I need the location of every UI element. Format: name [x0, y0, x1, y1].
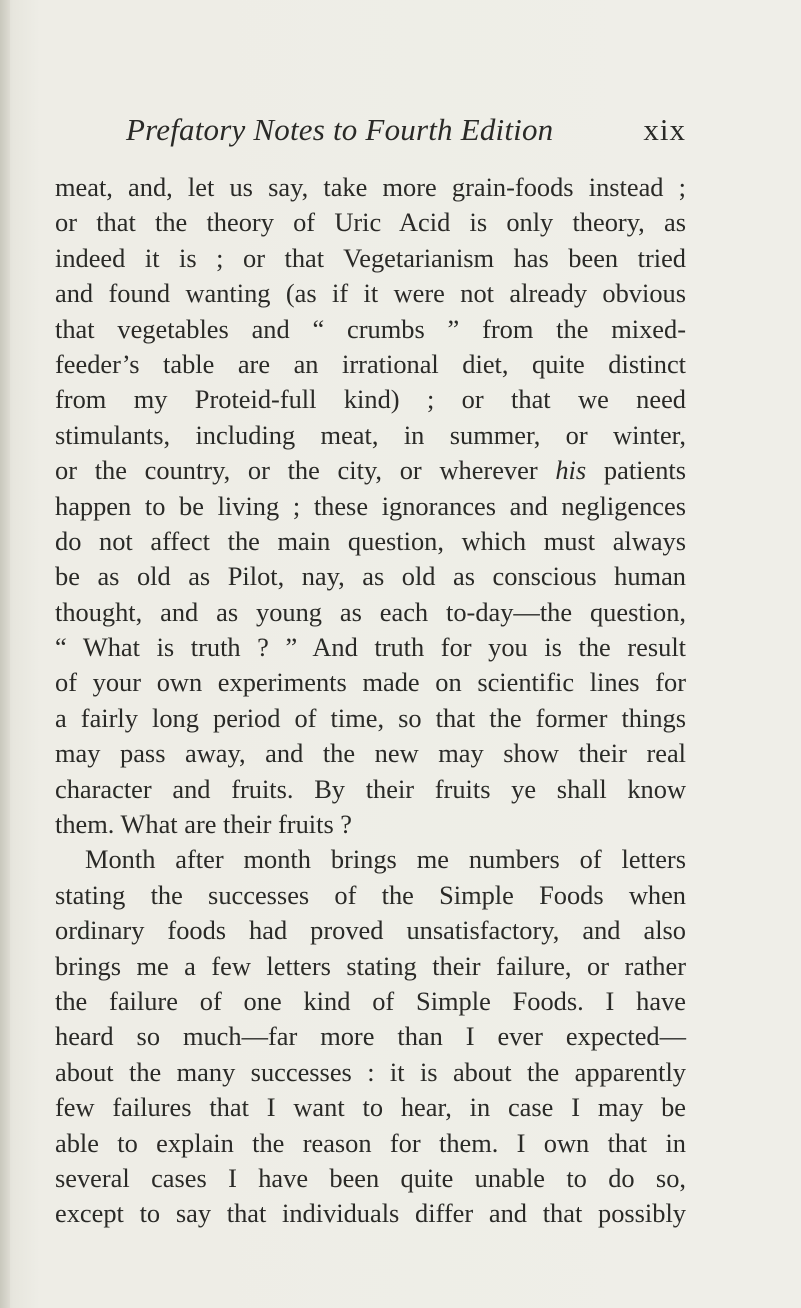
- text-line: do not affect the main question, which must always: [55, 525, 686, 556]
- text-line: about the many successes : it is about the apparently: [55, 1056, 686, 1087]
- text-line: them. What are their fruits ?: [55, 809, 353, 840]
- text-segment: or the country, or the city, or wherever: [55, 455, 538, 486]
- text-line: “ What is truth ? ” And truth for you is the result: [55, 632, 686, 663]
- text-line: heard so much—far more than I ever expected—: [55, 1021, 686, 1052]
- page-number: xix: [643, 112, 686, 147]
- text-line: or that the theory of Uric Acid is only theory, as: [55, 207, 686, 238]
- text-line: few failures that I want to hear, in case I may be: [55, 1092, 686, 1123]
- text-line: several cases I have been quite unable to do so,: [55, 1162, 686, 1193]
- text-line: except to say that individuals differ and that possibly: [55, 1198, 686, 1229]
- text-line: stating the successes of the Simple Foods when: [55, 879, 686, 910]
- text-line: able to explain the reason for them. I own that in: [55, 1127, 686, 1158]
- text-line: stimulants, including meat, in summer, or winter,: [55, 419, 686, 450]
- italic-word: his: [555, 455, 587, 486]
- page-gutter-shadow: [0, 0, 10, 1308]
- body-text: [55, 170, 686, 1232]
- text-line: ordinary foods had proved unsatisfactory, and also: [55, 915, 686, 946]
- text-line: meat, and, let us say, take more grain-foods instead ;: [55, 172, 686, 202]
- text-line: character and fruits. By their fruits ye shall know: [55, 773, 686, 804]
- text-line: and found wanting (as if it were not already obvious: [55, 278, 686, 309]
- running-header: [126, 112, 686, 156]
- text-line: may pass away, and the new may show their real: [55, 738, 686, 769]
- text-line: that vegetables and “ crumbs ” from the mixed-: [55, 313, 686, 344]
- text-line: a fairly long period of time, so that the former things: [55, 702, 686, 733]
- text-line: feeder’s table are an irrational diet, quite distinct: [55, 348, 686, 379]
- text-line: Month after month brings me numbers of letters: [85, 844, 686, 875]
- text-segment: patients: [603, 455, 686, 486]
- text-line: happen to be living ; these ignorances and negligences: [55, 490, 686, 521]
- text-line: brings me a few letters stating their failure, or rather: [55, 950, 686, 981]
- text-line: thought, and as young as each to-day—the question,: [55, 596, 686, 627]
- text-line: be as old as Pilot, nay, as old as conscious human: [55, 561, 686, 592]
- running-title: Prefatory Notes to Fourth Edition: [126, 112, 554, 147]
- text-line: of your own experiments made on scientific lines for: [55, 667, 686, 698]
- text-line: from my Proteid-full kind) ; or that we need: [55, 384, 686, 415]
- text-line: the failure of one kind of Simple Foods. I have: [55, 985, 686, 1016]
- text-line-with-italic: [55, 453, 686, 488]
- text-line: indeed it is ; or that Vegetarianism has been tried: [55, 242, 686, 273]
